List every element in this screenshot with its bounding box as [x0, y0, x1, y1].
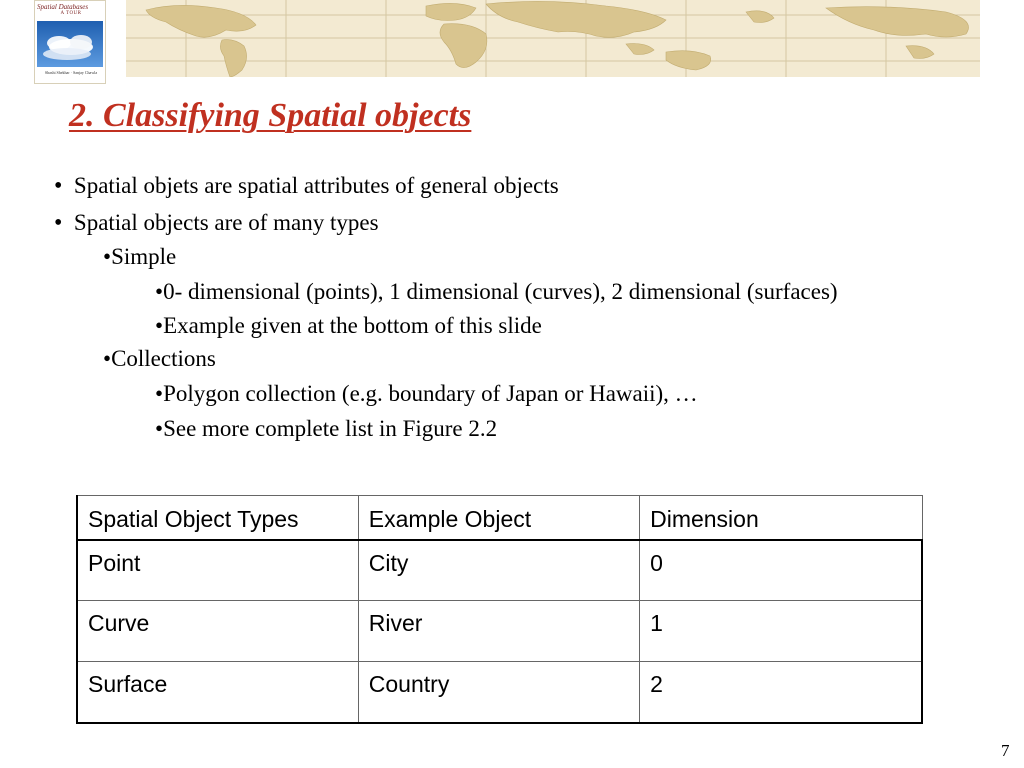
column-header-example-object: Example Object — [358, 496, 639, 540]
table-cell: 2 — [640, 662, 922, 723]
bullet-marker: • — [103, 346, 112, 371]
bullet-item — [155, 380, 698, 408]
table-row — [77, 662, 922, 723]
bullet-marker: • — [155, 313, 164, 338]
table-cell: Surface — [77, 662, 358, 723]
bullet-marker: • — [155, 279, 164, 304]
bullet-item — [155, 312, 542, 340]
table-cell: 1 — [640, 601, 922, 662]
header-band — [0, 0, 1024, 84]
table-cell: River — [358, 601, 639, 662]
bullet-text: Spatial objects are of many types — [73, 210, 379, 235]
bullet-marker: • — [103, 244, 112, 269]
bullet-item — [54, 209, 379, 237]
bullet-item — [103, 345, 216, 373]
bullet-marker: • — [54, 210, 63, 236]
book-subtitle: A TOUR — [60, 11, 82, 16]
bullet-text: Example given at the bottom of this slide — [163, 313, 542, 338]
table-cell: Country — [358, 662, 639, 723]
bullet-item — [103, 243, 176, 271]
bullet-marker: • — [155, 381, 164, 406]
book-title: Spatial Databases — [37, 3, 89, 11]
table-cell: 0 — [640, 540, 922, 601]
book-cover-image — [34, 0, 106, 84]
column-header-dimension: Dimension — [640, 496, 922, 540]
bullet-item — [155, 415, 497, 443]
bullet-marker: • — [155, 416, 164, 441]
table-row — [77, 601, 922, 662]
cloud-sky-image — [37, 21, 103, 67]
bullet-item — [54, 172, 559, 200]
table-header-row — [77, 496, 922, 540]
bullet-marker: • — [54, 173, 63, 199]
bullet-text: Spatial objets are spatial attributes of general objects — [73, 173, 559, 198]
bullet-text: See more complete list in Figure 2.2 — [163, 416, 498, 441]
table-cell: Point — [77, 540, 358, 601]
spatial-object-types-table — [76, 495, 923, 724]
column-header-spatial-object-types: Spatial Object Types — [77, 496, 358, 540]
slide-title: 2. Classifying Spatial objects — [69, 97, 472, 134]
book-authors: Shashi Shekhar · Sanjay Chawla — [44, 70, 98, 75]
bullet-item — [155, 278, 838, 306]
table-row — [77, 540, 922, 601]
bullet-text: Polygon collection (e.g. boundary of Japan or Hawaii), … — [163, 381, 698, 406]
world-map-banner — [126, 0, 980, 77]
table-cell: City — [358, 540, 639, 601]
bullet-text: Collections — [111, 346, 216, 371]
page-number: 7 — [1001, 741, 1010, 760]
bullet-text: Simple — [111, 244, 177, 269]
bullet-text: 0- dimensional (points), 1 dimensional (curves), 2 dimensional (surfaces) — [163, 279, 838, 304]
table-cell: Curve — [77, 601, 358, 662]
